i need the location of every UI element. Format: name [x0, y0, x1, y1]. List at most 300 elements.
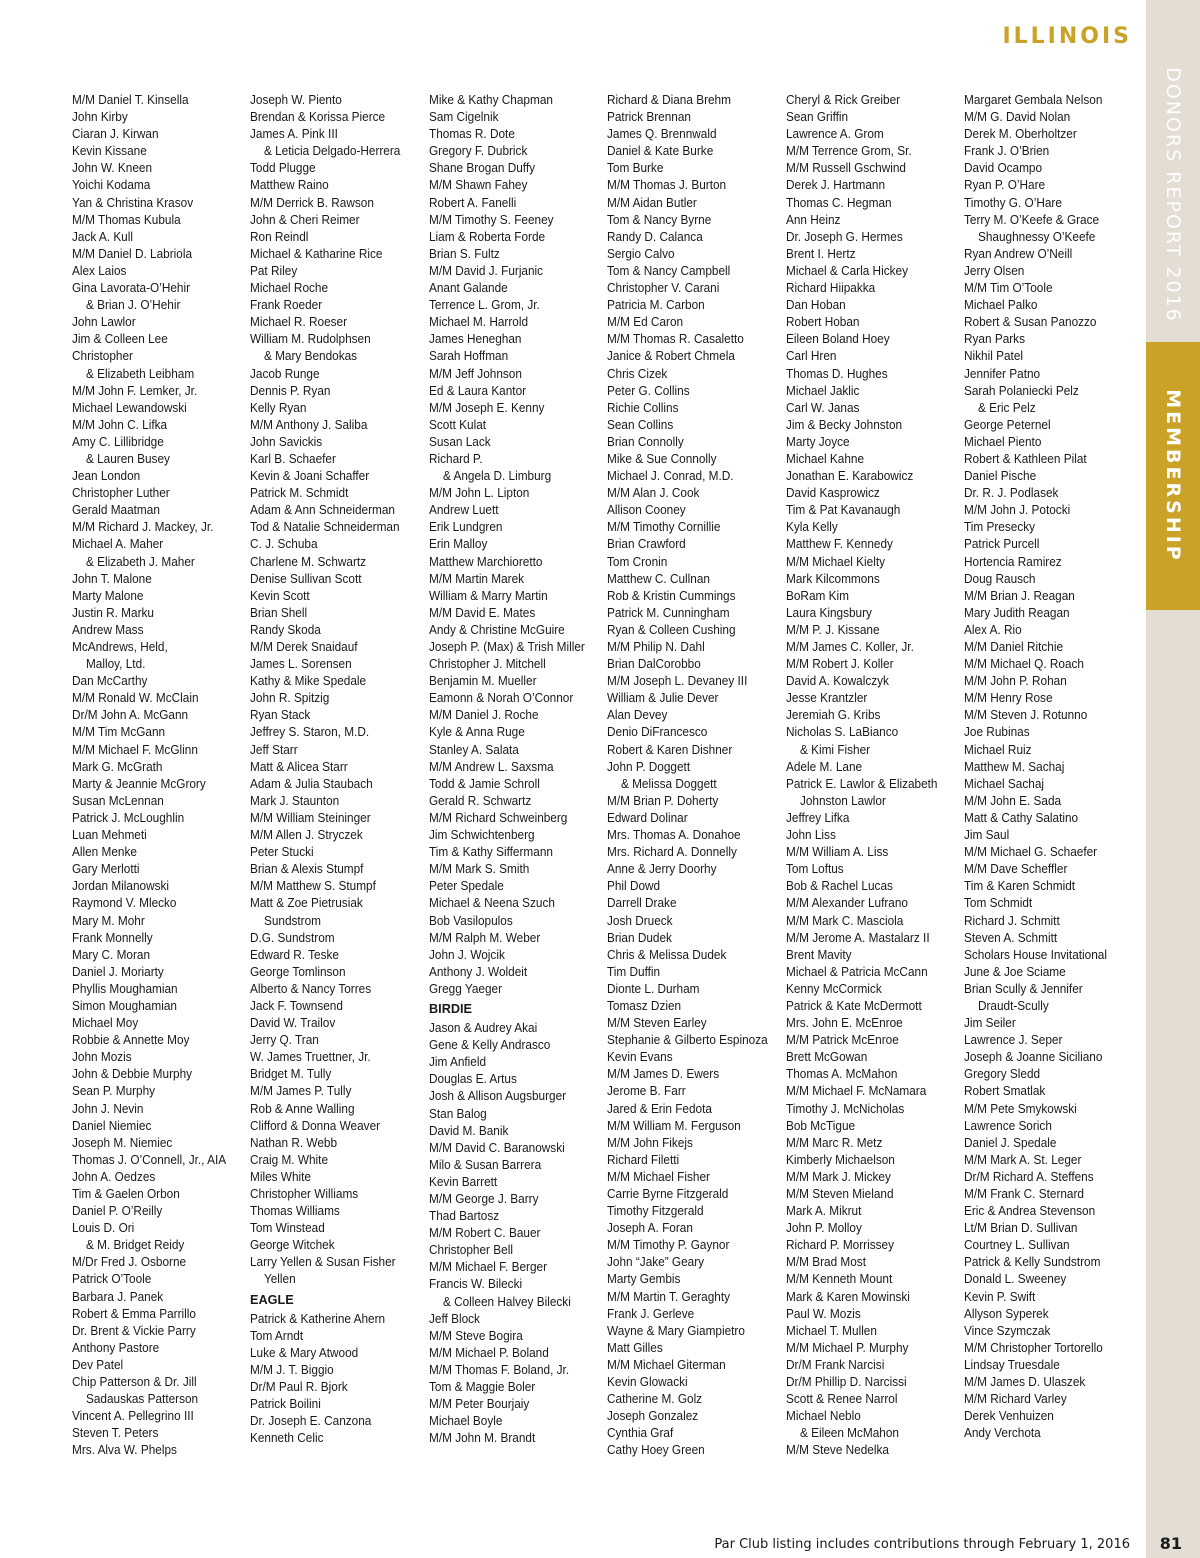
donor-name: Brian Connolly	[607, 434, 684, 449]
donor-name: M/M William A. Liss	[786, 845, 889, 860]
donor-name: Brent I. Hertz	[786, 246, 856, 261]
donor-name: M/M William M. Ferguson	[607, 1118, 741, 1133]
donor-column-4	[607, 92, 783, 1460]
donor-name: M/M Martin Marek	[429, 571, 525, 586]
donor-name: Tim Presecky	[964, 520, 1036, 535]
donor-name: Adele M. Lane	[786, 759, 863, 774]
donor-name: Kyla Kelly	[786, 520, 838, 535]
donor-name: Tom Arndt	[250, 1328, 304, 1343]
donor-name: M/M Allen J. Stryczek	[250, 828, 363, 843]
donor-name: Darrell Drake	[607, 896, 677, 911]
donor-name: M/M G. David Nolan	[964, 110, 1071, 125]
donor-name: Frank J. Gerleve	[607, 1306, 695, 1321]
donor-name: Jack F. Townsend	[250, 998, 343, 1013]
sidebar	[1146, 0, 1200, 1558]
donor-name: Daniel & Kate Burke	[607, 144, 714, 159]
donor-name-continued: & Angela D. Limburg	[442, 469, 552, 484]
donor-name: Amy C. Lillibridge	[72, 434, 164, 449]
donor-name: M/M John J. Potocki	[964, 503, 1071, 518]
donor-name: Lawrence J. Seper	[964, 1033, 1063, 1048]
donor-name: M/M Daniel J. Roche	[429, 708, 539, 723]
donor-name-continued: & Eileen McMahon	[799, 1426, 899, 1441]
donor-name: Dr. Joseph G. Hermes	[786, 229, 903, 244]
donor-name: Ryan P. O’Hare	[964, 178, 1046, 193]
donor-name: Jeff Starr	[250, 742, 298, 757]
donor-name: Rob & Anne Walling	[250, 1101, 355, 1116]
section-label: MEMBERSHIP	[1162, 389, 1184, 563]
donor-name: Patrick E. Lawlor & Elizabeth	[786, 776, 938, 791]
donor-name: Stan Balog	[429, 1106, 487, 1121]
donor-name: Jennifer Patno	[964, 366, 1041, 381]
donor-name: Michael Palko	[964, 298, 1038, 313]
donor-name: Michael Moy	[72, 1016, 139, 1031]
donor-name: M/M Brian P. Doherty	[607, 793, 719, 808]
donor-name: Kelly Ryan	[250, 400, 307, 415]
donor-name: Gregory F. Dubrick	[429, 144, 528, 159]
donor-name: Brian Crawford	[607, 537, 686, 552]
donor-name: M/M Kenneth Mount	[786, 1272, 893, 1287]
donor-name: Tod & Natalie Schneiderman	[250, 520, 400, 535]
donor-name: M/M Timothy S. Feeney	[429, 212, 554, 227]
donor-name: M/M James C. Koller, Jr.	[786, 640, 914, 654]
donor-name: Jim Schwichtenberg	[429, 828, 535, 843]
donor-name: Mike & Kathy Chapman	[429, 93, 553, 107]
donor-name: M/M John C. Lifka	[72, 417, 168, 432]
donor-name: M/M Alexander Lufrano	[786, 896, 909, 911]
donor-name: Carl W. Janas	[786, 400, 860, 415]
donor-name: Brian & Alexis Stumpf	[250, 862, 364, 877]
donor-name-continued: Malloy, Ltd.	[85, 657, 146, 672]
donor-name: M/M Christopher Tortorello	[964, 1340, 1103, 1355]
donor-name: Michael & Katharine Rice	[250, 246, 383, 261]
donor-name: Joseph Gonzalez	[607, 1409, 699, 1424]
donor-name: Eric & Andrea Stevenson	[964, 1204, 1096, 1219]
donor-name: M/M Ralph M. Weber	[429, 930, 541, 945]
donor-name-continued: & Melissa Doggett	[620, 776, 717, 791]
donor-name: John P. Doggett	[607, 759, 691, 774]
donor-name: David Ocampo	[964, 161, 1043, 176]
donor-name: David A. Kowalczyk	[786, 674, 889, 689]
donor-name: Kevin P. Swift	[964, 1289, 1036, 1304]
donor-name: Doug Rausch	[964, 571, 1036, 586]
donor-name: Bob Vasilopulos	[429, 913, 513, 928]
donor-name: Thomas J. O’Connell, Jr., AIA	[72, 1152, 227, 1167]
donor-name: McAndrews, Held,	[72, 640, 168, 654]
donor-name: M/M Brad Most	[786, 1255, 866, 1270]
donor-name: M/M Daniel D. Labriola	[72, 246, 193, 261]
page-number: 81	[1159, 1534, 1182, 1553]
donor-name: Patrick Purcell	[964, 537, 1040, 552]
donor-name: Patrick & Katherine Ahern	[250, 1311, 386, 1326]
donor-name: M/M Frank C. Sternard	[964, 1187, 1084, 1201]
donor-name: Adam & Julia Staubach	[250, 776, 373, 791]
donor-name: Ryan Andrew O’Neill	[964, 246, 1073, 261]
donor-name: William M. Rudolphsen	[250, 332, 371, 347]
donor-name: Mike & Sue Connolly	[607, 451, 717, 466]
donor-name: Charlene M. Schwartz	[250, 554, 367, 569]
donor-name: Tom Burke	[607, 161, 664, 176]
donor-column-3	[429, 92, 605, 1447]
donor-name: M/M David J. Furjanic	[429, 263, 544, 278]
donor-name: Marty Joyce	[786, 434, 850, 449]
donor-name: M/M John F. Lemker, Jr.	[72, 383, 198, 398]
donor-name: Gina Lavorata-O’Hehir	[72, 281, 191, 296]
donor-name: Dennis P. Ryan	[250, 383, 331, 398]
donor-name: Kyle & Anna Ruge	[429, 725, 525, 740]
donor-name: M/M John P. Rohan	[964, 674, 1067, 689]
donor-name: Yoichi Kodama	[72, 178, 151, 193]
donor-name: Patrick Brennan	[607, 110, 691, 125]
donor-name: George Witchek	[250, 1238, 335, 1253]
donor-name: Ryan Parks	[964, 332, 1025, 347]
donor-name: Jordan Milanowski	[72, 879, 170, 894]
donor-name: Benjamin M. Mueller	[429, 674, 537, 689]
donor-name: Mrs. Richard A. Donnelly	[607, 845, 737, 860]
donor-name: Kathy & Mike Spedale	[250, 674, 367, 689]
donor-name: Richard J. Schmitt	[964, 913, 1060, 928]
donor-name: Wayne & Mary Giampietro	[607, 1323, 745, 1338]
donor-name: Liam & Roberta Forde	[429, 229, 546, 244]
report-title: DONORS REPORT 2016	[1162, 67, 1184, 323]
donor-name: Dan Hoban	[786, 298, 846, 313]
donor-name: M/M Michael F. McNamara	[786, 1084, 927, 1099]
donor-name: Daniel Niemiec	[72, 1118, 152, 1133]
donor-name: Brian Dudek	[607, 930, 672, 945]
donor-name: M/M Shawn Fahey	[429, 178, 528, 193]
donor-name: Christopher Luther	[72, 486, 170, 501]
donor-name: Barbara J. Panek	[72, 1289, 164, 1304]
donor-name: Joseph W. Piento	[250, 93, 342, 107]
donor-name: Ciaran J. Kirwan	[72, 127, 159, 142]
donor-name-continued: & Kimi Fisher	[799, 742, 871, 757]
donor-name: D.G. Sundstrom	[250, 930, 335, 945]
donor-name: Thomas C. Hegman	[786, 195, 892, 210]
donor-name: Randy Skoda	[250, 622, 321, 637]
donor-column-6	[964, 92, 1140, 1442]
donor-name: Erin Malloy	[429, 537, 488, 552]
donor-name: M/M Robert C. Bauer	[429, 1226, 541, 1241]
donor-name: Matt & Zoe Pietrusiak	[250, 896, 363, 911]
donor-name: Dr. Brent & Vickie Parry	[72, 1323, 196, 1338]
donor-name: Robert Hoban	[786, 315, 860, 330]
donor-name: Courtney L. Sullivan	[964, 1238, 1070, 1253]
donor-name: Francis W. Bilecki	[429, 1277, 523, 1292]
donor-name: Matthew Raino	[250, 178, 329, 193]
donor-name: Chip Patterson & Dr. Jill	[72, 1375, 197, 1390]
donor-name: Kevin Glowacki	[607, 1375, 688, 1390]
donor-name: Alan Devey	[607, 708, 668, 723]
donor-name: Mary C. Moran	[72, 947, 151, 962]
donor-name: M/M Jerome A. Mastalarz II	[786, 930, 930, 945]
donor-name: Edward R. Teske	[250, 947, 339, 962]
donor-name: Douglas E. Artus	[429, 1072, 517, 1087]
donor-name: Brett McGowan	[786, 1050, 868, 1065]
donor-name: Terry M. O’Keefe & Grace	[964, 212, 1100, 227]
donor-name: John & Debbie Murphy	[72, 1067, 193, 1082]
donor-name: Thomas D. Hughes	[786, 366, 888, 381]
donor-name: M/M John E. Sada	[964, 793, 1062, 808]
donor-name: M/M Daniel Ritchie	[964, 640, 1064, 654]
donor-name: M/M Steve Bogira	[429, 1328, 523, 1343]
donor-name-continued: & Elizabeth Leibham	[85, 366, 195, 381]
donor-name: Larry Yellen & Susan Fisher	[250, 1255, 396, 1270]
donor-name: David Kasprowicz	[786, 486, 880, 501]
donor-name: Vince Szymczak	[964, 1323, 1051, 1338]
donor-name: M/M David E. Mates	[429, 605, 536, 620]
donor-name: Mark & Karen Mowinski	[786, 1289, 910, 1304]
donor-name: Michael Neblo	[786, 1409, 861, 1424]
donor-name: James L. Sorensen	[250, 657, 352, 672]
donor-name: Lt/M Brian D. Sullivan	[964, 1221, 1078, 1236]
donor-name: Margaret Gembala Nelson	[964, 93, 1103, 107]
donor-name: Derek Venhuizen	[964, 1409, 1054, 1424]
donor-name: Jared & Erin Fedota	[607, 1101, 712, 1116]
donor-name: Allyson Syperek	[964, 1306, 1049, 1321]
donor-name: Jesse Krantzler	[786, 691, 868, 706]
donor-name: Thad Bartosz	[429, 1209, 500, 1224]
donor-name: Robert & Emma Parrillo	[72, 1306, 196, 1321]
donor-name: Richard Filetti	[607, 1152, 680, 1167]
donor-column-1	[72, 92, 248, 1460]
donor-name: Joseph A. Foran	[607, 1221, 693, 1236]
donor-name: Josh & Allison Augsburger	[429, 1089, 567, 1104]
donor-name: Jeff Block	[429, 1311, 480, 1326]
donor-name: Lawrence Sorich	[964, 1118, 1052, 1133]
donor-name: Michael Ruiz	[964, 742, 1032, 757]
donor-name: Marty Malone	[72, 588, 144, 603]
donor-name: M/M Russell Gschwind	[786, 161, 906, 176]
donor-name: Peter G. Collins	[607, 383, 690, 398]
donor-name: John P. Molloy	[786, 1221, 862, 1236]
donor-name: Kevin Barrett	[429, 1174, 498, 1189]
donor-name-continued: Johnston Lawlor	[799, 793, 886, 808]
donor-name: Robert A. Fanelli	[429, 195, 517, 210]
donor-name: Tim Duffin	[607, 964, 661, 979]
donor-name: Brent Mavity	[786, 947, 852, 962]
donor-name: Brian Shell	[250, 605, 308, 620]
donor-name: James Heneghan	[429, 332, 522, 347]
donor-name: M/M Joseph E. Kenny	[429, 400, 545, 415]
donor-name: Timothy J. McNicholas	[786, 1101, 905, 1116]
donor-name: Daniel J. Moriarty	[72, 964, 164, 979]
donor-name: M/M Timothy Cornillie	[607, 520, 721, 535]
donor-name: Christopher	[72, 349, 134, 364]
donor-name: Mrs. Thomas A. Donahoe	[607, 828, 741, 843]
donor-name: Matthew F. Kennedy	[786, 537, 893, 552]
donor-name: John Mozis	[72, 1050, 132, 1065]
donor-name: M/M Richard Varley	[964, 1392, 1067, 1407]
donor-name: Stanley A. Salata	[429, 742, 519, 757]
donor-name: John Kirby	[72, 110, 128, 125]
donor-name: Michael Sachaj	[964, 776, 1045, 791]
donor-name: M/M Michael Giterman	[607, 1357, 726, 1372]
donor-name: Matt Gilles	[607, 1340, 663, 1355]
donor-name: Luan Mehmeti	[72, 828, 147, 843]
donor-name: Donald L. Sweeney	[964, 1272, 1067, 1287]
donor-name: M/M Alan J. Cook	[607, 486, 700, 501]
donor-name: Jim & Becky Johnston	[786, 417, 903, 432]
donor-name: James A. Pink III	[250, 127, 338, 142]
donor-name: Daniel P. O’Reilly	[72, 1204, 163, 1219]
donor-name: John J. Wojcik	[429, 947, 505, 962]
donor-name-continued: & M. Bridget Reidy	[85, 1238, 185, 1253]
donor-name: Carrie Byrne Fitzgerald	[607, 1187, 729, 1201]
donor-name: Richie Collins	[607, 400, 679, 415]
donor-name: M/M Matthew S. Stumpf	[250, 879, 376, 894]
donor-name: Brian DalCorobbo	[607, 657, 701, 672]
donor-name: Robbie & Annette Moy	[72, 1033, 190, 1048]
donor-name: Erik Lundgren	[429, 520, 503, 535]
donor-name: Chris Cizek	[607, 366, 668, 381]
donor-name: Mark Kilcommons	[786, 571, 880, 586]
donor-name: Jerome B. Farr	[607, 1084, 686, 1099]
donor-name: M/M Daniel T. Kinsella	[72, 93, 189, 107]
donor-name-continued: & Colleen Halvey Bilecki	[442, 1294, 571, 1309]
donor-name: Patrick Boilini	[250, 1397, 321, 1412]
donor-name: Adam & Ann Schneiderman	[250, 503, 395, 518]
donor-columns	[72, 92, 1142, 1492]
donor-name: Denio DiFrancesco	[607, 725, 708, 740]
donor-column-2	[250, 92, 426, 1447]
donor-name: Michael & Carla Hickey	[786, 263, 908, 278]
donor-name: Brendan & Korissa Pierce	[250, 110, 386, 125]
donor-name: Ann Heinz	[786, 212, 841, 227]
donor-name: M/M Derrick B. Rawson	[250, 195, 374, 210]
donor-name: Jacob Runge	[250, 366, 320, 381]
donor-name: Rob & Kristin Cummings	[607, 588, 736, 603]
donor-name: Stephanie & Gilberto Espinoza	[607, 1033, 768, 1048]
donor-name: Ryan Stack	[250, 708, 311, 723]
donor-name-continued: & Elizabeth J. Maher	[85, 554, 195, 569]
donor-name: Thomas A. McMahon	[786, 1067, 898, 1082]
donor-name: Ryan & Colleen Cushing	[607, 622, 736, 637]
donor-name: M/M William Steininger	[250, 810, 371, 825]
donor-name: Mark J. Staunton	[250, 793, 340, 808]
donor-name: Tom & Nancy Campbell	[607, 263, 731, 278]
donor-name: John J. Nevin	[72, 1101, 144, 1116]
donor-name: M/M Timothy P. Gaynor	[607, 1238, 730, 1253]
donor-name: Michael Roche	[250, 281, 329, 296]
donor-name: Jean London	[72, 469, 141, 484]
donor-name: Brian S. Fultz	[429, 246, 500, 261]
donor-name: M/M Robert J. Koller	[786, 657, 894, 672]
donor-name: M/M Jeff Johnson	[429, 366, 522, 381]
donor-name-continued: Draudt-Scully	[977, 998, 1049, 1013]
donor-name: M/M Andrew L. Saxsma	[429, 759, 554, 774]
donor-name-continued: Yellen	[263, 1272, 296, 1287]
donor-name: Daniel J. Spedale	[964, 1135, 1057, 1150]
donor-name: M/M Philip N. Dahl	[607, 640, 705, 654]
donor-name: Jeffrey Lifka	[786, 810, 850, 825]
donor-name: Kenny McCormick	[786, 981, 882, 996]
donor-name: Dr. R. J. Podlasek	[964, 486, 1059, 501]
donor-name: Jack A. Kull	[72, 229, 134, 244]
donor-name: Jerry Q. Tran	[250, 1033, 319, 1048]
donor-name: Milo & Susan Barrera	[429, 1157, 542, 1172]
donor-name: M/M Michael G. Schaefer	[964, 845, 1098, 860]
donor-name: Miles White	[250, 1169, 311, 1184]
donor-name: M/M Thomas R. Casaletto	[607, 332, 744, 347]
donor-name: M/M Richard Schweinberg	[429, 810, 568, 825]
donor-name: Mrs. Alva W. Phelps	[72, 1443, 177, 1458]
donor-name: Bob McTigue	[786, 1118, 856, 1133]
donor-name: Michael A. Maher	[72, 537, 164, 552]
donor-name: William & Julie Dever	[607, 691, 719, 706]
donor-name: M/M Henry Rose	[964, 691, 1053, 706]
donor-name: Pat Riley	[250, 263, 298, 278]
donor-name: Marty Gembis	[607, 1272, 681, 1287]
donor-name: Kenneth Celic	[250, 1431, 324, 1446]
donor-name: John W. Kneen	[72, 161, 153, 176]
donor-name: Robert Smatlak	[964, 1084, 1046, 1099]
donor-name: Richard P.	[429, 451, 483, 466]
donor-name: Dr/M Frank Narcisi	[786, 1357, 885, 1372]
donor-name: Mary M. Mohr	[72, 913, 145, 928]
donor-name: Michael Piento	[964, 434, 1042, 449]
donor-name: Patrick J. McLoughlin	[72, 810, 185, 825]
donor-name: Chris & Melissa Dudek	[607, 947, 727, 962]
donor-name: Peter Spedale	[429, 879, 504, 894]
donor-name-continued: & Eric Pelz	[977, 400, 1036, 415]
donor-name: Matthew C. Cullnan	[607, 571, 710, 586]
donor-name: John R. Spitzig	[250, 691, 330, 706]
donor-name: Josh Drueck	[607, 913, 673, 928]
donor-name: M/M Aidan Butler	[607, 195, 697, 210]
donor-name: Jim Seiler	[964, 1016, 1016, 1031]
donor-name: Patrick O’Toole	[72, 1272, 152, 1287]
donor-name: M/M Thomas F. Boland, Jr.	[429, 1362, 570, 1377]
donor-name: Bob & Rachel Lucas	[786, 879, 893, 894]
donor-name: M/M J. T. Biggio	[250, 1362, 334, 1377]
donor-name: Sean Collins	[607, 417, 674, 432]
donor-name: M/M Pete Smykowski	[964, 1101, 1077, 1116]
donor-name: Michael M. Harrold	[429, 315, 529, 330]
donor-name: Michael J. Conrad, M.D.	[607, 469, 734, 484]
donor-name: Gary Merlotti	[72, 862, 140, 877]
donor-name: Alex A. Rio	[964, 622, 1022, 637]
donor-name: William & Marry Martin	[429, 588, 548, 603]
donor-name: Scholars House Invitational	[964, 947, 1107, 962]
donor-name: Eamonn & Norah O’Connor	[429, 691, 574, 706]
donor-name: M/M Michael P. Murphy	[786, 1340, 909, 1355]
donor-name: Christopher Williams	[250, 1187, 359, 1201]
donor-name: Nathan R. Webb	[250, 1135, 338, 1150]
donor-name: Michael Lewandowski	[72, 400, 187, 415]
donor-name: Tim & Gaelen Orbon	[72, 1187, 180, 1201]
donor-name: Kevin Scott	[250, 588, 310, 603]
donor-name: Ed & Laura Kantor	[429, 383, 527, 398]
donor-name: Kevin & Joani Schaffer	[250, 469, 370, 484]
donor-name: Joseph M. Niemiec	[72, 1135, 173, 1150]
donor-name-continued: Sundstrom	[263, 913, 322, 928]
donor-name: Gene & Kelly Andrasco	[429, 1038, 551, 1053]
donor-name: Lindsay Truesdale	[964, 1357, 1060, 1372]
footer-note: Par Club listing includes contributions through February 1, 2016	[714, 1537, 1130, 1552]
donor-name: John A. Oedzes	[72, 1169, 156, 1184]
donor-name: Anthony Pastore	[72, 1340, 160, 1355]
donor-name: Allison Cooney	[607, 503, 686, 518]
donor-name: Terrence L. Grom, Jr.	[429, 298, 540, 313]
donor-name: Gerald Maatman	[72, 503, 160, 518]
donor-name: Sarah Polaniecki Pelz	[964, 383, 1079, 398]
donor-name: Hortencia Ramirez	[964, 554, 1062, 569]
donor-name: Nikhil Patel	[964, 349, 1024, 364]
donor-name: Frank Monnelly	[72, 930, 153, 945]
donor-name: Anthony J. Woldeit	[429, 964, 528, 979]
donor-name-continued: Sadauskas Patterson	[85, 1392, 199, 1407]
donor-name: Daniel Pische	[964, 469, 1037, 484]
donor-name: Richard P. Morrissey	[786, 1238, 894, 1253]
